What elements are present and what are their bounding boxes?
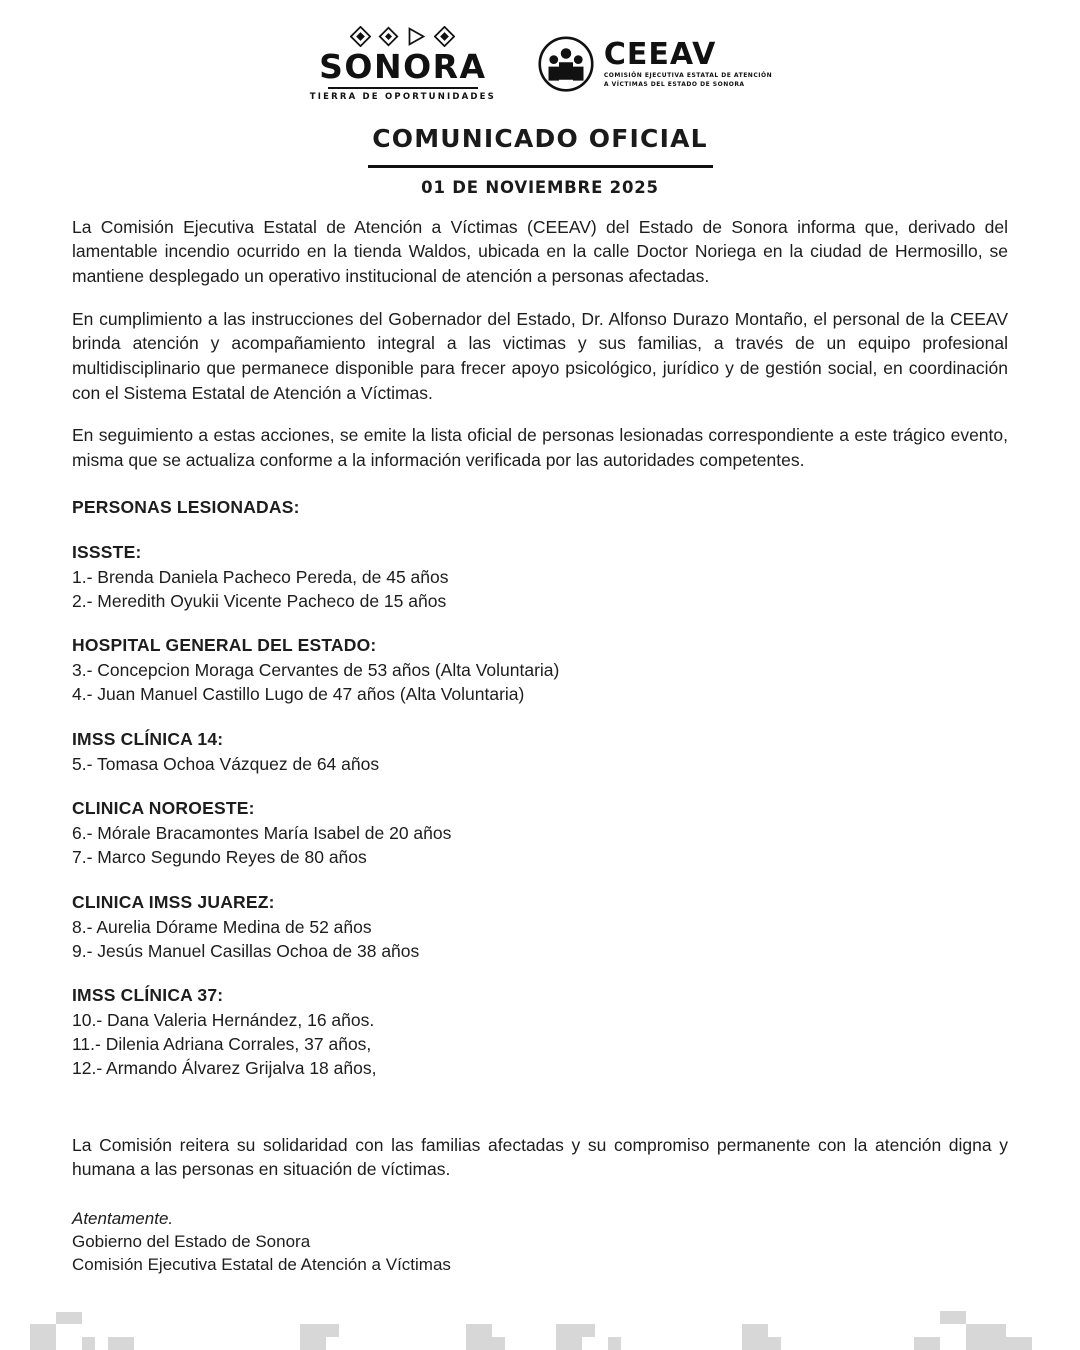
group-issste <box>72 540 1008 613</box>
document-header <box>0 0 1080 102</box>
paragraph: La Comisión Ejecutiva Estatal de Atención a Víctimas (CEEAV) del Estado de Sonora informa que, derivado del lamentable incendio ocurrido en la tienda Waldos, ubicada en la calle Doctor Noriega en la ciudad de Hermosillo, se mantiene desplegado un operativo institucional de atención a personas afectadas. <box>72 216 1008 287</box>
list-item: 2.- Meredith Oyukii Vicente Pacheco de 15 años <box>72 590 447 611</box>
list-item: 3.- Concepcion Moraga Cervantes de 53 años (Alta Voluntaria) <box>72 660 560 681</box>
footer-pixel-pattern <box>0 1300 1080 1350</box>
sonora-divider <box>328 87 478 89</box>
group-title: IMSS CLÍNICA 37: <box>72 985 224 1006</box>
ceeav-subtitle-line2: A VÍCTIMAS DEL ESTADO DE SONORA <box>603 81 745 88</box>
ceeav-text-block <box>603 37 773 88</box>
group-imss-clinica-37 <box>72 983 1008 1080</box>
list-item: 7.- Marco Segundo Reyes de 80 años <box>72 847 367 868</box>
ceeav-subtitle-line1: COMISIÓN EJECUTIVA ESTATAL DE ATENCIÓN <box>603 72 773 79</box>
group-title: HOSPITAL GENERAL DEL ESTADO: <box>72 635 377 656</box>
list-item: 9.- Jesús Manuel Casillas Ochoa de 38 años <box>72 940 420 961</box>
sonora-logo <box>308 26 498 102</box>
list-item: 10.- Dana Valeria Hernández, 16 años. <box>72 1010 375 1031</box>
sonora-mark-icon <box>434 26 455 47</box>
signature-line-1: Gobierno del Estado de Sonora <box>72 1232 311 1252</box>
sonora-emblem-row <box>350 26 455 47</box>
signature-atentamente: Atentamente. <box>72 1209 174 1229</box>
list-item: 1.- Brenda Daniela Pacheco Pereda, de 45 años <box>72 566 449 587</box>
closing-paragraph: La Comisión reitera su solidaridad con las familias afectadas y su compromiso permanente con la atención digna y humana a las personas en situación de víctimas. <box>72 1134 1008 1180</box>
group-clinica-noroeste <box>72 796 1008 869</box>
document-body <box>72 215 1008 1277</box>
ceeav-people-icon <box>538 36 594 92</box>
sonora-tagline: TIERRA DE OPORTUNIDADES <box>309 92 497 102</box>
list-item: 4.- Juan Manuel Castillo Lugo de 47 años (Alta Voluntaria) <box>72 684 525 705</box>
list-heading: PERSONAS LESIONADAS: <box>72 497 300 518</box>
paragraph: En seguimiento a estas acciones, se emite la lista oficial de personas lesionadas correspondiente a este trágico evento, misma que se actualiza conforme a la información verificada por las autoridades competentes. <box>72 425 1008 471</box>
signature-line-2: Comisión Ejecutiva Estatal de Atención a Víctimas <box>72 1254 451 1274</box>
paragraph: En cumplimiento a las instrucciones del Gobernador del Estado, Dr. Alfonso Durazo Montaño, el personal de la CEEAV brinda atención y acompañamiento integral a las victimas y sus familias, a través de un equipo profesional multidisciplinario que permanece disponible para frecer apoyo psicológico, jurídico y de gestión social, en coordinación con el Sistema Estatal de Atención a Víctimas. <box>72 308 1008 404</box>
title-block <box>0 124 1080 197</box>
list-item: 5.- Tomasa Ochoa Vázquez de 64 años <box>72 753 380 774</box>
sonora-mark-icon <box>378 26 399 47</box>
sonora-mark-icon <box>350 26 371 47</box>
list-item: 11.- Dilenia Adriana Corrales, 37 años, <box>72 1033 372 1054</box>
page-title: COMUNICADO OFICIAL <box>372 124 708 153</box>
ceeav-logo <box>538 36 772 92</box>
list-item: 6.- Mórale Bracamontes María Isabel de 20 años <box>72 823 452 844</box>
group-clinica-imss-juarez <box>72 890 1008 963</box>
sonora-wordmark: SONORA <box>319 47 487 86</box>
group-imss-clinica-14 <box>72 727 1008 777</box>
group-title: IMSS CLÍNICA 14: <box>72 728 224 749</box>
ceeav-wordmark: CEEAV <box>603 37 717 72</box>
sonora-mark-icon <box>406 26 427 47</box>
group-title: CLINICA NOROESTE: <box>72 798 255 819</box>
signature-block <box>72 1208 1008 1276</box>
title-divider <box>368 165 713 168</box>
list-item: 12.- Armando Álvarez Grijalva 18 años, <box>72 1057 377 1078</box>
group-title: ISSSTE: <box>72 541 142 562</box>
list-item: 8.- Aurelia Dórame Medina de 52 años <box>72 916 372 937</box>
group-hospital-general <box>72 633 1008 706</box>
group-title: CLINICA IMSS JUAREZ: <box>72 891 275 912</box>
document-date: 01 DE NOVIEMBRE 2025 <box>421 177 659 197</box>
